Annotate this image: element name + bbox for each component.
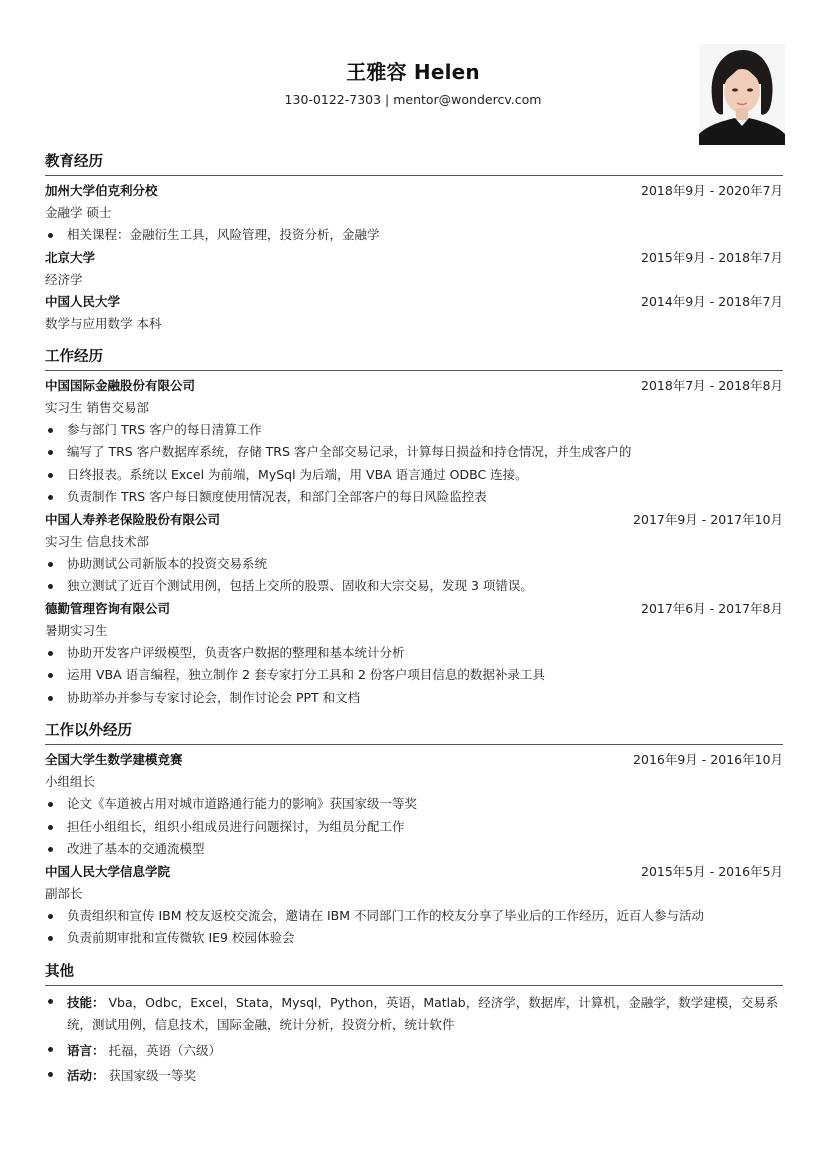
- extracurricular-entry: [45, 861, 783, 950]
- entry-organization: 北京大学: [45, 249, 96, 265]
- entry-role: 数学与应用数学 本科: [45, 315, 162, 331]
- entry-organization: 加州大学伯克利分校: [45, 183, 158, 198]
- work-entry: [45, 509, 783, 598]
- entry-organization: 全国大学生数学建模竞赛: [45, 752, 183, 767]
- entry-role: 金融学 硕士: [45, 205, 112, 220]
- bullet-item: 论文《车道被占用对城市道路通行能力的影响》获国家级一等奖: [45, 793, 783, 816]
- section-title: 工作以外经历: [45, 721, 783, 745]
- resume-body: [45, 152, 783, 1101]
- section-title: 教育经历: [45, 152, 783, 176]
- entry-role: 实习生 销售交易部: [45, 399, 149, 415]
- languages-item: [45, 1038, 783, 1064]
- contact-info: 130-0122-7303 | mentor@wondercv.com: [284, 92, 542, 107]
- bullet-item: 负责制作 TRS 客户每日额度使用情况表，和部门全部客户的每日风险监控表: [45, 486, 783, 509]
- entry-date: 2018年9月 - 2020年7月: [641, 183, 783, 198]
- activities-label: 活动：: [67, 1068, 105, 1083]
- education-entry: [45, 291, 783, 335]
- entry-organization: 中国人寿养老保险股份有限公司: [45, 511, 221, 527]
- skills-value: Vba，Odbc，Excel，Stata，Mysql，Python，英语，Matlab，经济学，数据库，计算机，金融学，数学建模，交易系统，测试用例，信息技术，国际金融，统计分析，投资分析，统计软件: [67, 994, 779, 1032]
- skills-item: [45, 990, 783, 1038]
- entry-date: 2016年9月 - 2016年10月: [633, 752, 783, 767]
- candidate-name: 王雅容 Helen: [346, 60, 480, 84]
- activities-item: [45, 1063, 783, 1089]
- entry-date: 2015年5月 - 2016年5月: [641, 863, 783, 879]
- education-entry: [45, 247, 783, 291]
- education-entry: [45, 180, 783, 247]
- bullet-item: 协助举办并参与专家讨论会，制作讨论会 PPT 和文档: [45, 687, 783, 710]
- entry-organization: 中国人民大学信息学院: [45, 863, 171, 879]
- bullet-item: 相关课程：金融衍生工具，风险管理，投资分析，金融学: [45, 224, 783, 247]
- section-title: 工作经历: [45, 347, 783, 371]
- bullet-item: 协助开发客户评级模型，负责客户数据的整理和基本统计分析: [45, 642, 783, 665]
- entry-date: 2014年9月 - 2018年7月: [641, 293, 783, 309]
- entry-role: 经济学: [45, 271, 83, 287]
- entry-date: 2017年9月 - 2017年10月: [633, 511, 783, 527]
- section-education: [45, 152, 783, 335]
- bullet-item: 运用 VBA 语言编程，独立制作 2 套专家打分工具和 2 份客户项目信息的数据补录工具: [45, 664, 783, 687]
- entry-organization: 中国人民大学: [45, 293, 121, 309]
- work-entry: [45, 375, 783, 509]
- bullet-item: 负责组织和宣传 IBM 校友返校交流会，邀请在 IBM 不同部门工作的校友分享了毕业后的工作经历，近百人参与活动: [45, 905, 783, 928]
- bullet-item: 编写了 TRS 客户数据库系统，存储 TRS 客户全部交易记录，计算每日损益和持仓情况，并生成客户的: [45, 441, 783, 464]
- section-extracurricular: [45, 721, 783, 950]
- bullet-item: 参与部门 TRS 客户的每日清算工作: [45, 419, 783, 442]
- bullet-item: 独立测试了近百个测试用例，包括上交所的股票、固收和大宗交易，发现 3 项错误。: [45, 575, 783, 598]
- bullet-item: 协助测试公司新版本的投资交易系统: [45, 553, 783, 576]
- entry-role: 小组组长: [45, 774, 96, 789]
- bullet-item: 担任小组组长，组织小组成员进行问题探讨，为组员分配工作: [45, 816, 783, 839]
- entry-role: 实习生 信息技术部: [45, 533, 149, 549]
- profile-photo: [699, 44, 785, 145]
- bullet-item: 负责前期审批和宣传微软 IE9 校园体验会: [45, 927, 783, 950]
- entry-role: 副部长: [45, 885, 83, 901]
- portrait-icon: [699, 44, 785, 145]
- entry-date: 2018年7月 - 2018年8月: [641, 377, 783, 393]
- entry-organization: 德勤管理咨询有限公司: [45, 600, 171, 616]
- languages-value: 托福，英语（六级）: [104, 1042, 221, 1058]
- entry-organization: 中国国际金融股份有限公司: [45, 377, 196, 393]
- section-work: [45, 347, 783, 710]
- entry-date: 2017年6月 - 2017年8月: [641, 600, 783, 616]
- section-title: 其他: [45, 962, 783, 986]
- languages-label: 语言：: [67, 1042, 105, 1058]
- entry-date: 2015年9月 - 2018年7月: [641, 249, 783, 265]
- bullet-item: 改进了基本的交通流模型: [45, 838, 783, 861]
- skills-label: 技能：: [67, 994, 105, 1010]
- extracurricular-entry: [45, 749, 783, 861]
- bullet-item: 日终报表。系统以 Excel 为前端，MySql 为后端，用 VBA 语言通过 ODBC 连接。: [45, 464, 783, 487]
- section-other: [45, 962, 783, 1089]
- work-entry: [45, 598, 783, 710]
- activities-value: 获国家级一等奖: [104, 1068, 196, 1083]
- entry-role: 暑期实习生: [45, 622, 108, 638]
